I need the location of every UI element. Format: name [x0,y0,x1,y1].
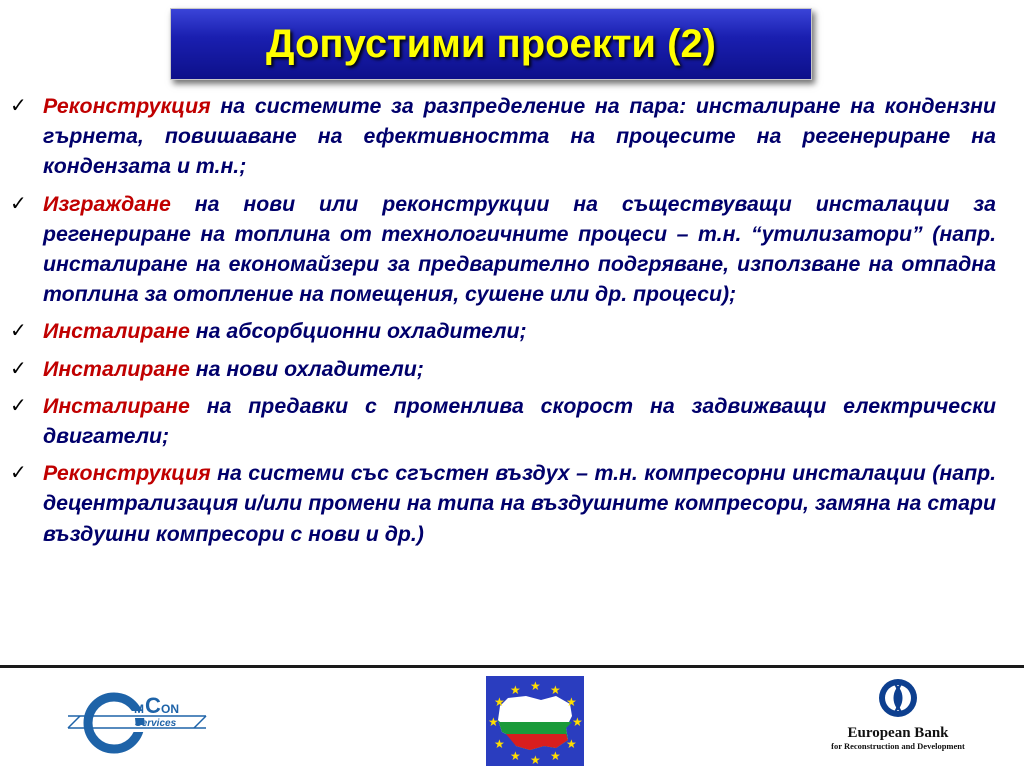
bullet-item [10,91,996,182]
ebrd-logo [808,676,988,756]
bullet-keyword: Инсталиране [43,319,190,344]
bullet-keyword: Реконструкция [43,94,211,118]
svg-text:★: ★ [530,753,541,766]
bullet-item [10,354,996,384]
svg-text:★: ★ [488,715,499,729]
bullet-text: на нови или реконструкции на съществуващи инсталации за регенериране на топлина от технологичните процеси – т.н. “утилизатори” (напр. инсталиране на економайзери за предварително подгряване, използване на отпадна топлина за отопление на помещения, сушене или др. процеси); [43,191,996,307]
bullet-text: на системи със сгъстен въздух – т.н. компресорни инсталации (напр. децентрализация и/или промени на типа на въздушните компресори, замяна на стари въздушни компресори с нови и др.) [43,461,996,546]
check-icon: ✓ [10,320,27,343]
svg-text:★: ★ [510,683,521,697]
svg-text:★: ★ [550,749,561,763]
check-icon: ✓ [10,95,27,117]
logo-subtitle: Services [135,718,177,729]
svg-text:★: ★ [494,737,505,751]
svg-text:★: ★ [566,737,577,751]
bullet-keyword: Инсталиране [43,356,190,381]
logo-letter: C [145,693,161,718]
ebrd-subtitle: for Reconstruction and Development [831,741,965,751]
slide-title: Допустими проекти (2) [265,21,717,66]
check-icon: ✓ [10,462,27,485]
encon-services-logo [66,683,216,755]
footer-divider [0,665,1024,668]
ebrd-name: European Bank [847,725,949,741]
logo-letter: ON [161,702,179,716]
svg-text:★: ★ [530,679,541,693]
bullet-keyword: Инсталиране [43,393,190,418]
svg-text:★: ★ [510,749,521,763]
svg-text:★: ★ [572,715,583,729]
bullet-item [10,458,996,549]
check-icon: ✓ [10,394,27,417]
bullet-text: на абсорбционни охладители; [189,319,527,344]
bullet-item [10,391,996,451]
bullet-text: на системите за разпределение на пара: инсталиране на кондензни гърнета, повишаване на ефективността на процесите на регенериране на кондензата и т.н.; [43,94,996,179]
bullet-text: на предавки с променлива скорост на задвижващи електрически двигатели; [43,393,996,449]
svg-text:★: ★ [550,683,561,697]
bullet-list [10,91,996,556]
bullet-keyword: Изграждане [43,191,171,216]
bullet-item [10,316,996,346]
logo-letter: M [134,702,144,716]
bullet-item [10,189,996,310]
check-icon: ✓ [10,192,27,215]
slide-title-banner [170,8,812,80]
check-icon: ✓ [10,357,27,380]
svg-text:★: ★ [494,695,505,709]
bullet-keyword: Реконструкция [43,461,211,486]
bulgaria-eu-map-logo [486,676,584,766]
bullet-text: на нови охладители; [189,356,424,381]
svg-text:★: ★ [566,695,577,709]
